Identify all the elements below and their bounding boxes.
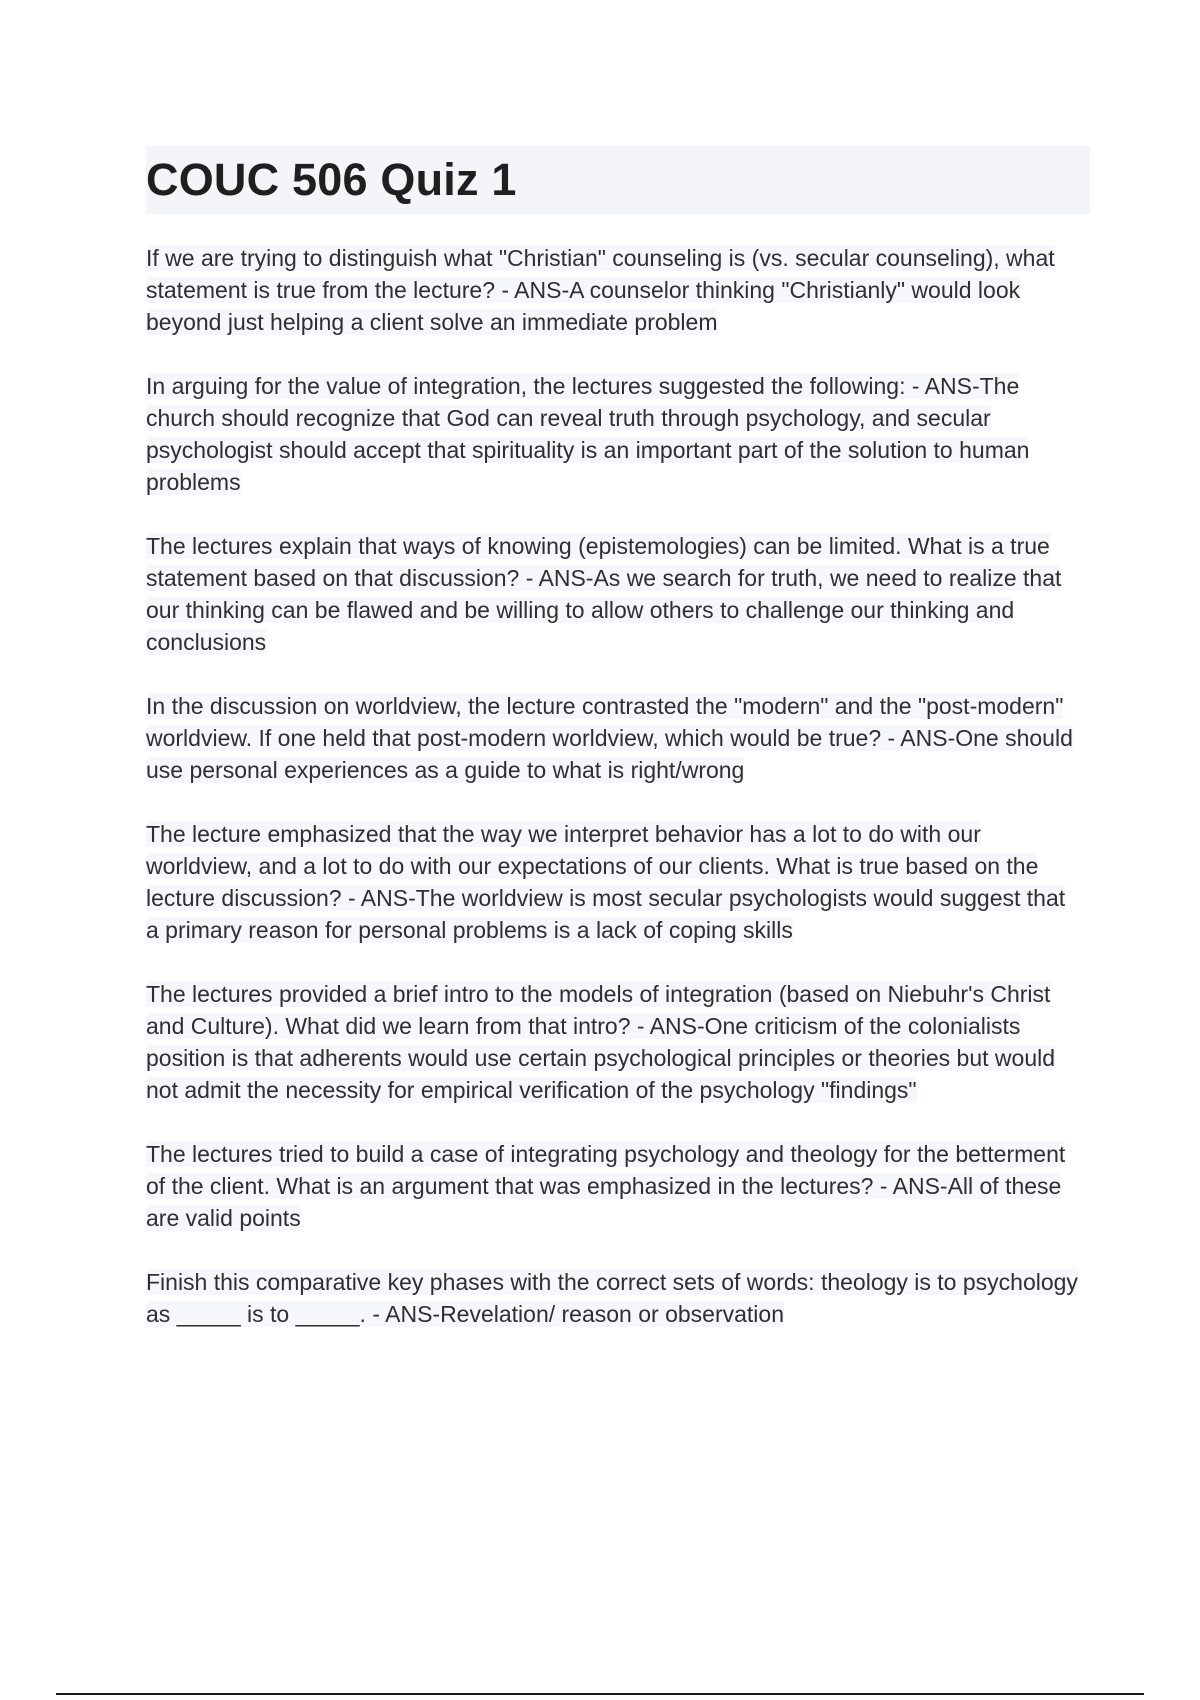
- qa-text: In the discussion on worldview, the lecture contrasted the "modern" and the "post-modern" worldview. If one held that post-modern worldview, which would be true? - ANS-One should use personal experiences as a guide to what is right/wrong: [146, 693, 1073, 783]
- qa-item-1: [146, 242, 1090, 338]
- document-title: COUC 506 Quiz 1: [146, 154, 517, 205]
- qa-text: The lectures explain that ways of knowing (epistemologies) can be limited. What is a true statement based on that discussion? - ANS-As we search for truth, we need to realize that our thinking can be flawed and be willing to allow others to challenge our thinking and conclusions: [146, 533, 1062, 655]
- page-bottom-rule: [56, 1693, 1144, 1695]
- qa-item-7: [146, 1138, 1090, 1234]
- title-block: [146, 146, 1090, 214]
- qa-text: If we are trying to distinguish what "Christian" counseling is (vs. secular counseling), what statement is true from the lecture? - ANS-A counselor thinking "Christianly" would look beyond just helping a client solve an immediate problem: [146, 245, 1055, 335]
- qa-text: The lecture emphasized that the way we interpret behavior has a lot to do with our worldview, and a lot to do with our expectations of our clients. What is true based on the lecture discussion? - ANS-The worldview is most secular psychologists would suggest that a primary reason for personal problems is a lack of coping skills: [146, 821, 1066, 943]
- qa-item-2: [146, 370, 1090, 498]
- qa-item-6: [146, 978, 1090, 1106]
- qa-text: The lectures tried to build a case of integrating psychology and theology for the betterment of the client. What is an argument that was emphasized in the lectures? - ANS-All of these are valid points: [146, 1141, 1066, 1231]
- qa-text: Finish this comparative key phases with the correct sets of words: theology is to psychology as _____ is to _____. - ANS-Revelation/ reason or observation: [146, 1269, 1078, 1327]
- document-page: [146, 146, 1090, 1362]
- qa-item-3: [146, 530, 1090, 658]
- qa-item-5: [146, 818, 1090, 946]
- qa-item-4: [146, 690, 1090, 786]
- qa-text: In arguing for the value of integration, the lectures suggested the following: - ANS-The church should recognize that God can reveal truth through psychology, and secular psychologist should accept that spirituality is an important part of the solution to human problems: [146, 373, 1030, 495]
- qa-item-8: [146, 1266, 1090, 1330]
- qa-text: The lectures provided a brief intro to the models of integration (based on Niebuhr's Christ and Culture). What did we learn from that intro? - ANS-One criticism of the colonialists position is that adherents would use certain psychological principles or theories but would not admit the necessity for empirical verification of the psychology "findings": [146, 981, 1056, 1103]
